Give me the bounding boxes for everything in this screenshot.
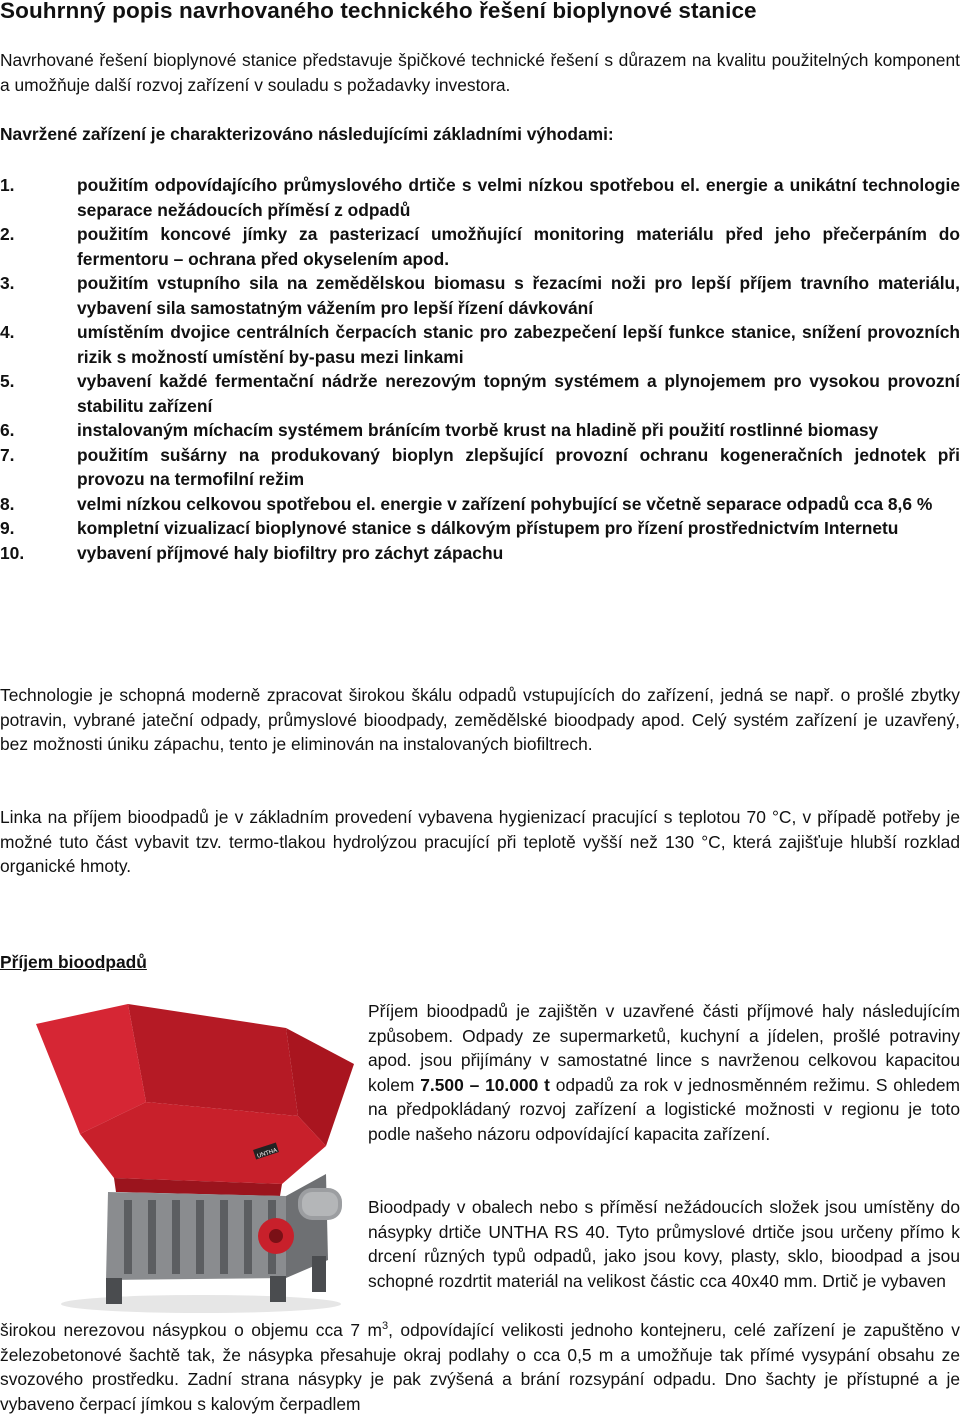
page-title: Souhrnný popis navrhovaného technického řešení bioplynové stanice xyxy=(0,0,757,23)
hopper-text-end: , odpovídající velikosti jednoho kontejneru, celé zařízení je zapuštěno v železobetonové šachtě tak, že násypka přesahuje okraj podlahy o cca 0,5 m a umožňuje tak přímé vysypání obsahu ze svozového prostředku. Zadní strana násypky je pak zvýšená a brání rozsypání odpadu. Dno šachty je přístupné a je vybaveno čerpací jímkou s kalovým čerpadlem xyxy=(0,1320,960,1414)
advantage-item xyxy=(0,320,960,369)
advantage-text: instalovaným míchacím systémem bránícím tvorbě krust na hladině při použití rostlinné biomasy xyxy=(77,420,879,440)
advantages-list xyxy=(0,173,960,565)
advantage-item xyxy=(0,222,960,271)
reception-text-start: Příjem bioodpadů je zajištěn v uzavřené části příjmové haly následujícím způsobem. Odpady ze supermarketů, kuchyní a jídelen, prošlé potraviny apod. jsou přijímány v samostatné lince s navrženou celkovou kapacitou kolem xyxy=(368,1001,960,1095)
reception-paragraph-1 xyxy=(368,999,960,1146)
advantage-item xyxy=(0,516,960,541)
advantage-item xyxy=(0,541,960,566)
advantage-item xyxy=(0,271,960,320)
intro-paragraph: Navrhované řešení bioplynové stanice představuje špičkové technické řešení s důrazem na kvalitu použitelných komponent a umožňuje další rozvoj zařízení v souladu s požadavky investora. xyxy=(0,50,960,95)
advantage-number: 8. xyxy=(0,493,15,514)
machine-brand-label: UNTHA xyxy=(256,1147,279,1160)
advantage-text: vybavení příjmové haly biofiltry pro záchyt zápachu xyxy=(77,542,504,563)
advantage-text: použitím sušárny na produkovaný bioplyn zlepšující provozní ochranu kogeneračních jednotek při provozu na termofilní režim xyxy=(77,444,960,489)
advantages-heading: Navržené zařízení je charakterizováno následujícími základními výhodami: xyxy=(0,124,614,144)
advantage-text: použitím vstupního sila na zemědělskou biomasu s řezacími noži pro lepší příjem travního materiálu, vybavení sila samostatným vážením pro lepší řízení dávkování xyxy=(77,273,960,318)
advantage-text: kompletní vizualizací bioplynové stanice s dálkovým přístupem pro řízení prostřednictvím Internetu xyxy=(77,518,899,538)
advantage-item xyxy=(0,173,960,222)
reception-text-end: odpadů za rok v jednosměnném režimu. S ohledem na předpokládaný rozvoj zařízení a logistické možnosti v regionu je toto podle našeho názoru odpovídající kapacita zařízení. xyxy=(368,1074,960,1144)
advantage-number: 3. xyxy=(0,273,15,293)
line-paragraph: Linka na příjem bioodpadů je v základním provedení vybavena hygienizací pracující s teplotou 70 °C, v případě potřeby je možné tuto část vybavit tzv. termo-tlakou hydrolýzou pracující při teplotě vyšší než 130 °C, která zajišťuje hlubší rozklad organické hmoty. xyxy=(0,807,960,876)
reception-paragraph-2-side: Bioodpady v obalech nebo s příměsí nežádoucích složek jsou umístěny do násypky drtiče UNTHA RS 40. Tyto průmyslové drtiče jsou určeny přímo k drcení různých typů odpadů, jako jsou kovy, plasty, sklo, bioodpad a jsou schopné rozdrtit materiál na velikost částic cca 40x40 mm. Drtič je vybaven xyxy=(368,1197,960,1291)
advantage-item xyxy=(0,369,960,418)
advantage-number: 2. xyxy=(0,224,15,244)
cubic-superscript: 3 xyxy=(381,1320,389,1333)
advantage-text: použitím koncové jímky za pasterizací umožňující monitoring materiálu před jeho přečerpáním do fermentoru – ochrana před okyselením apod. xyxy=(77,224,960,269)
advantage-number: 10. xyxy=(0,542,25,563)
advantage-number: 5. xyxy=(0,371,15,391)
advantage-item xyxy=(0,492,960,517)
advantage-text: vybavení každé fermentační nádrže nerezovým topným systémem a plynojemem pro vysokou provozní stabilitu zařízení xyxy=(77,371,960,416)
advantage-item xyxy=(0,418,960,443)
advantage-text: velmi nízkou celkovou spotřebou el. energie v zařízení pohybující se včetně separace odpadů cca 8,6 % xyxy=(77,493,933,514)
shredder-image xyxy=(36,998,354,1316)
advantage-number: 4. xyxy=(0,322,15,342)
advantage-text: umístěním dvojice centrálních čerpacích stanic pro zabezpečení lepší funkce stanice, snížení provozních rizik s možností umístění by-pasu mezi linkami xyxy=(77,322,960,367)
advantage-number: 7. xyxy=(0,444,15,465)
advantage-text: použitím odpovídajícího průmyslového drtiče s velmi nízkou spotřebou el. energie a unikátní technologie separace nežádoucích příměsí z odpadů xyxy=(77,175,960,220)
advantage-item xyxy=(0,443,960,492)
capacity-value: 7.500 – 10.000 t xyxy=(420,1074,550,1095)
section-heading-reception: Příjem bioodpadů xyxy=(0,952,147,972)
reception-paragraph-2-full xyxy=(0,1318,960,1416)
hopper-text-start: širokou nerezovou násypkou o objemu cca 7 m xyxy=(0,1320,382,1340)
advantage-number: 9. xyxy=(0,518,15,538)
advantage-number: 1. xyxy=(0,175,15,195)
shredder-illustration xyxy=(36,998,354,1316)
advantage-number: 6. xyxy=(0,420,15,440)
technology-paragraph: Technologie je schopná moderně zpracovat širokou škálu odpadů vstupujících do zařízení, jedná se např. o prošlé zbytky potravin, vybrané jateční odpady, průmyslové bioodpady, zemědělské bioodpady apod. Celý systém zařízení je uzavřený, bez možnosti úniku zápachu, tento je eliminován na instalovaných biofiltrech. xyxy=(0,685,960,754)
